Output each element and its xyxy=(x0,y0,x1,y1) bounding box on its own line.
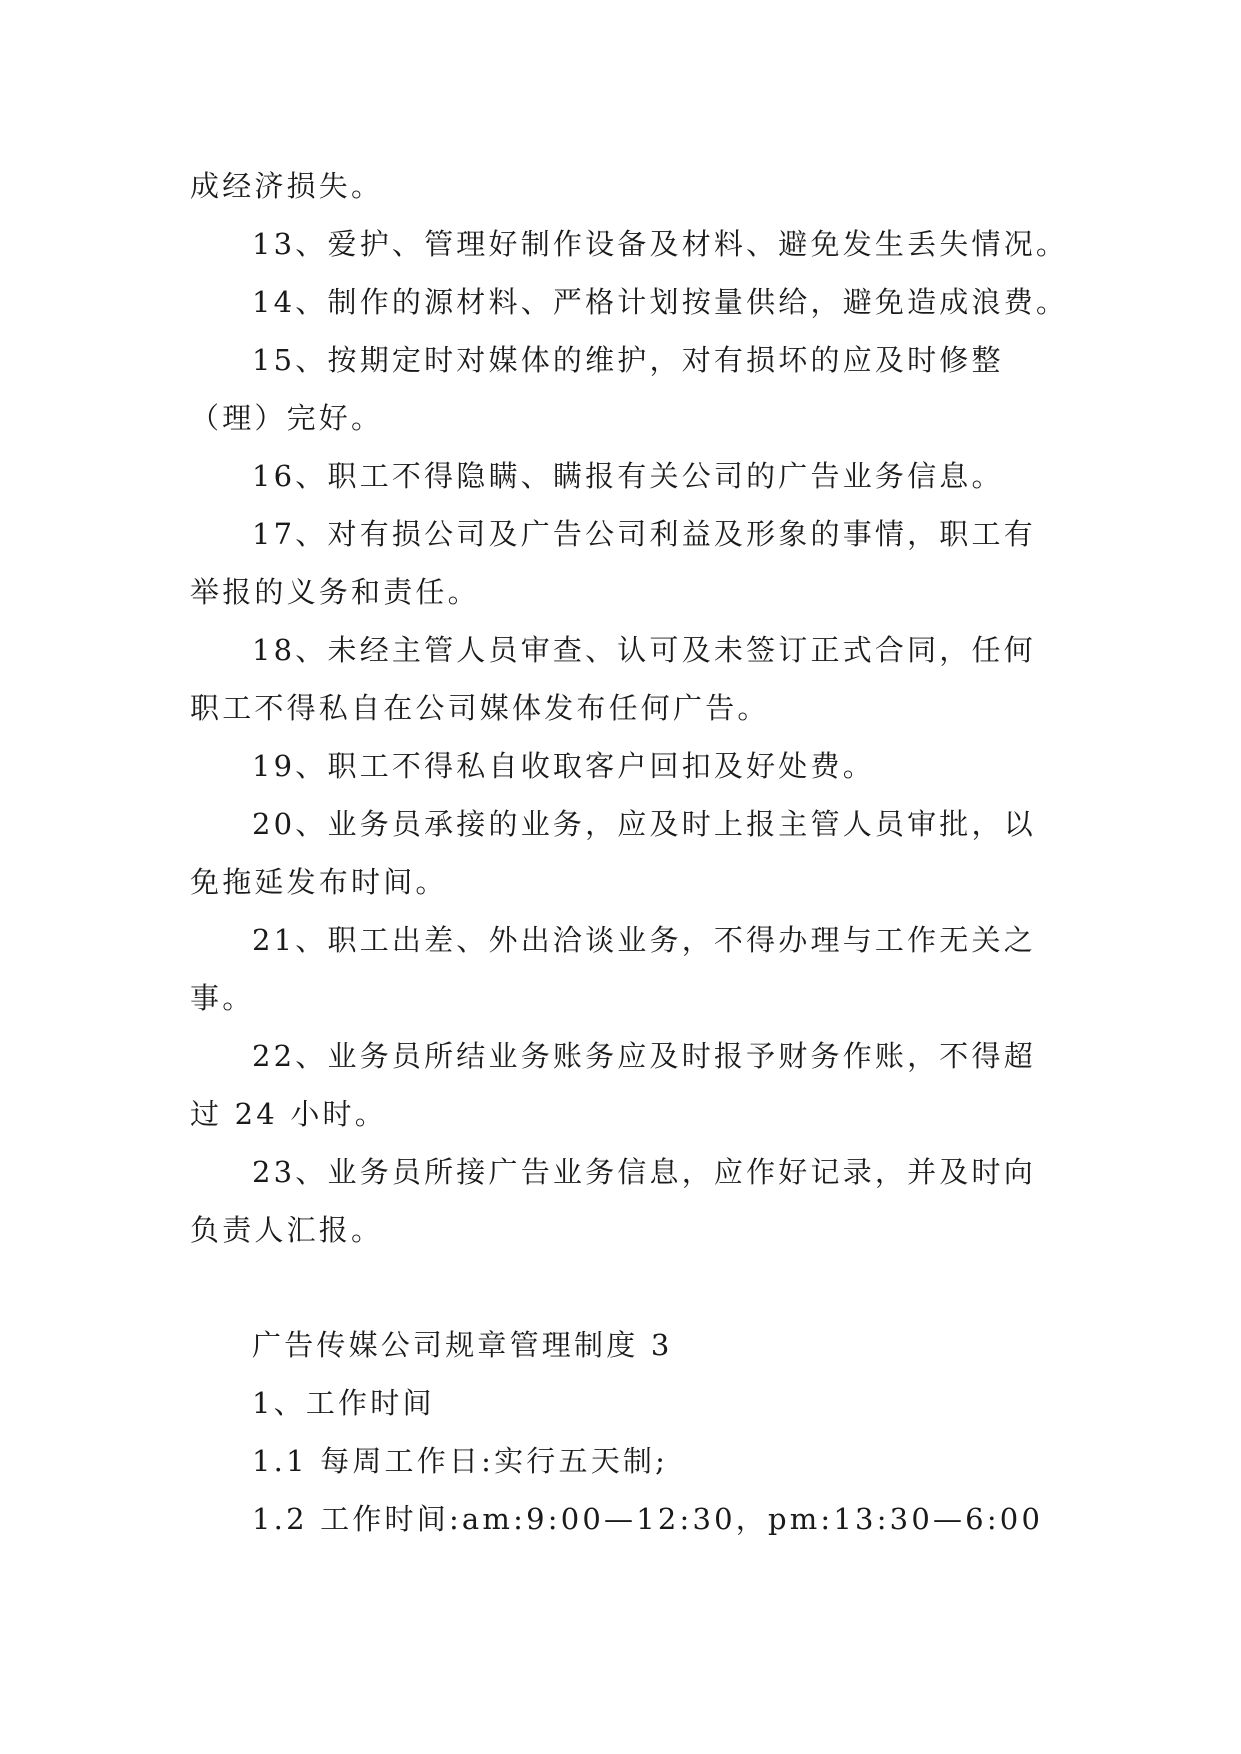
list-item-19: 19、职工不得私自收取客户回扣及好处费。 xyxy=(252,749,875,783)
text-line: 职工不得私自在公司媒体发布任何广告。 xyxy=(190,691,770,725)
list-item-14: 14、制作的源材料、严格计划按量供给，避免造成浪费。 xyxy=(252,285,1069,319)
section-title: 广告传媒公司规章管理制度 3 xyxy=(252,1328,673,1362)
text-line: （理）完好。 xyxy=(190,401,384,435)
list-item-20: 20、业务员承接的业务，应及时上报主管人员审批，以 xyxy=(252,807,1036,841)
text-line: 举报的义务和责任。 xyxy=(190,575,480,609)
text-line: 过 24 小时。 xyxy=(190,1097,387,1131)
text-line: 免拖延发布时间。 xyxy=(190,865,448,899)
list-item-16: 16、职工不得隐瞒、瞒报有关公司的广告业务信息。 xyxy=(252,459,1004,493)
list-item-23: 23、业务员所接广告业务信息，应作好记录，并及时向 xyxy=(252,1155,1036,1189)
section-heading: 1、工作时间 xyxy=(252,1386,435,1420)
list-item-18: 18、未经主管人员审查、认可及未签订正式合同，任何 xyxy=(252,633,1036,667)
text-line: 成经济损失。 xyxy=(190,169,384,203)
subsection-item: 1.1 每周工作日:实行五天制; xyxy=(252,1444,669,1478)
list-item-13: 13、爱护、管理好制作设备及材料、避免发生丢失情况。 xyxy=(252,227,1069,261)
list-item-15: 15、按期定时对媒体的维护，对有损坏的应及时修整 xyxy=(252,343,1004,377)
list-item-22: 22、业务员所结业务账务应及时报予财务作账，不得超 xyxy=(252,1039,1036,1073)
subsection-item: 1.2 工作时间:am:9:00—12:30，pm:13:30—6:00 xyxy=(252,1502,1044,1536)
list-item-17: 17、对有损公司及广告公司利益及形象的事情，职工有 xyxy=(252,517,1036,551)
list-item-21: 21、职工出差、外出洽谈业务，不得办理与工作无关之 xyxy=(252,923,1036,957)
text-line: 事。 xyxy=(190,981,255,1015)
text-line: 负责人汇报。 xyxy=(190,1213,384,1247)
